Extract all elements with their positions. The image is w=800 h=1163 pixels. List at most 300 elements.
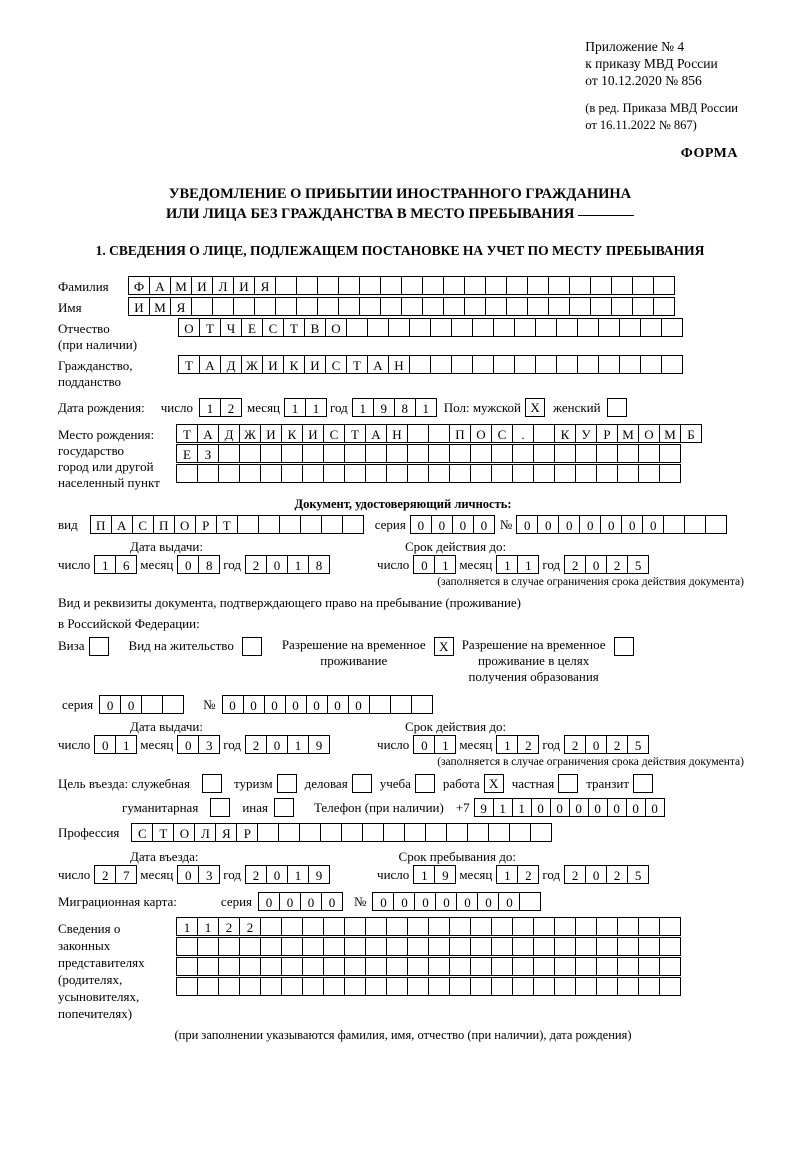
form-cell[interactable] bbox=[258, 515, 280, 534]
form-cell[interactable] bbox=[638, 977, 660, 996]
form-cell[interactable]: 6 bbox=[115, 555, 137, 574]
purpose-private-checkbox[interactable] bbox=[558, 774, 578, 793]
doc-valid-day-input[interactable] bbox=[413, 555, 455, 574]
form-cell[interactable] bbox=[535, 355, 557, 374]
form-cell[interactable]: 0 bbox=[516, 515, 538, 534]
doc-issue-year-input[interactable] bbox=[245, 555, 329, 574]
form-cell[interactable]: О bbox=[178, 318, 200, 337]
doc-issue-day-input[interactable] bbox=[94, 555, 136, 574]
form-cell[interactable]: И bbox=[260, 424, 282, 443]
form-cell[interactable]: С bbox=[262, 318, 284, 337]
doc-issue-month-input[interactable] bbox=[177, 555, 219, 574]
form-cell[interactable] bbox=[260, 917, 282, 936]
form-cell[interactable]: О bbox=[325, 318, 347, 337]
form-cell[interactable] bbox=[428, 464, 450, 483]
permit-issue-day-input[interactable] bbox=[94, 735, 136, 754]
migration-number-input[interactable] bbox=[372, 892, 540, 911]
form-cell[interactable] bbox=[554, 957, 576, 976]
form-cell[interactable] bbox=[281, 977, 303, 996]
form-cell[interactable]: 5 bbox=[627, 555, 649, 574]
form-cell[interactable]: 0 bbox=[264, 695, 286, 714]
form-cell[interactable]: Я bbox=[170, 297, 192, 316]
form-cell[interactable] bbox=[617, 957, 639, 976]
form-cell[interactable]: 0 bbox=[477, 892, 499, 911]
form-cell[interactable] bbox=[191, 297, 213, 316]
form-cell[interactable]: 0 bbox=[414, 892, 436, 911]
birthplace-row1-input[interactable] bbox=[176, 424, 701, 443]
form-cell[interactable] bbox=[470, 444, 492, 463]
form-cell[interactable]: Т bbox=[346, 355, 368, 374]
form-cell[interactable]: 0 bbox=[600, 515, 622, 534]
doc-series-input[interactable] bbox=[410, 515, 494, 534]
purpose-service-checkbox[interactable] bbox=[202, 774, 222, 793]
form-cell[interactable] bbox=[548, 297, 570, 316]
form-cell[interactable]: 0 bbox=[473, 515, 495, 534]
form-cell[interactable]: 2 bbox=[220, 398, 242, 417]
form-cell[interactable] bbox=[470, 977, 492, 996]
form-cell[interactable] bbox=[212, 297, 234, 316]
form-cell[interactable] bbox=[640, 355, 662, 374]
form-cell[interactable] bbox=[407, 464, 429, 483]
form-cell[interactable] bbox=[556, 318, 578, 337]
form-cell[interactable] bbox=[302, 937, 324, 956]
form-cell[interactable] bbox=[346, 318, 368, 337]
form-cell[interactable]: 1 bbox=[496, 865, 518, 884]
form-cell[interactable]: 0 bbox=[99, 695, 121, 714]
form-cell[interactable] bbox=[533, 957, 555, 976]
form-cell[interactable] bbox=[617, 444, 639, 463]
form-cell[interactable]: 9 bbox=[308, 735, 330, 754]
form-cell[interactable] bbox=[323, 937, 345, 956]
form-cell[interactable] bbox=[638, 464, 660, 483]
form-cell[interactable] bbox=[575, 917, 597, 936]
form-cell[interactable] bbox=[493, 355, 515, 374]
form-cell[interactable]: 1 bbox=[493, 798, 513, 817]
form-cell[interactable]: 8 bbox=[394, 398, 416, 417]
form-cell[interactable]: У bbox=[575, 424, 597, 443]
form-cell[interactable] bbox=[493, 318, 515, 337]
form-cell[interactable]: 9 bbox=[434, 865, 456, 884]
visa-checkbox[interactable] bbox=[89, 637, 109, 656]
form-cell[interactable] bbox=[401, 297, 423, 316]
form-cell[interactable]: 1 bbox=[415, 398, 437, 417]
form-cell[interactable]: 0 bbox=[588, 798, 608, 817]
form-cell[interactable] bbox=[386, 464, 408, 483]
form-cell[interactable] bbox=[575, 464, 597, 483]
form-cell[interactable]: О bbox=[174, 515, 196, 534]
form-cell[interactable]: 1 bbox=[434, 735, 456, 754]
form-cell[interactable]: И bbox=[128, 297, 150, 316]
form-cell[interactable]: 1 bbox=[284, 398, 306, 417]
form-cell[interactable]: С bbox=[131, 823, 153, 842]
form-cell[interactable]: М bbox=[617, 424, 639, 443]
form-cell[interactable] bbox=[260, 957, 282, 976]
form-cell[interactable] bbox=[533, 424, 555, 443]
form-cell[interactable]: О bbox=[173, 823, 195, 842]
form-cell[interactable] bbox=[407, 977, 429, 996]
form-cell[interactable] bbox=[323, 917, 345, 936]
form-cell[interactable] bbox=[470, 917, 492, 936]
form-cell[interactable] bbox=[369, 695, 391, 714]
form-cell[interactable]: 0 bbox=[410, 515, 432, 534]
birthplace-row3-input[interactable] bbox=[176, 464, 701, 483]
permit-number-input[interactable] bbox=[222, 695, 432, 714]
form-cell[interactable]: 1 bbox=[287, 735, 309, 754]
form-cell[interactable]: Я bbox=[215, 823, 237, 842]
form-cell[interactable] bbox=[323, 464, 345, 483]
form-cell[interactable] bbox=[281, 917, 303, 936]
form-cell[interactable] bbox=[596, 957, 618, 976]
form-cell[interactable] bbox=[428, 444, 450, 463]
form-cell[interactable] bbox=[467, 823, 489, 842]
form-cell[interactable] bbox=[470, 957, 492, 976]
citizenship-input[interactable] bbox=[178, 355, 682, 374]
form-cell[interactable] bbox=[449, 464, 471, 483]
form-cell[interactable]: 1 bbox=[287, 555, 309, 574]
form-cell[interactable] bbox=[302, 977, 324, 996]
form-cell[interactable]: Д bbox=[220, 355, 242, 374]
form-cell[interactable]: 0 bbox=[498, 892, 520, 911]
form-cell[interactable] bbox=[428, 977, 450, 996]
form-cell[interactable]: Б bbox=[680, 424, 702, 443]
form-cell[interactable] bbox=[530, 823, 552, 842]
form-cell[interactable]: 3 bbox=[198, 735, 220, 754]
purpose-business-checkbox[interactable] bbox=[352, 774, 372, 793]
form-cell[interactable]: 2 bbox=[218, 917, 240, 936]
entry-year-input[interactable] bbox=[245, 865, 329, 884]
form-cell[interactable]: . bbox=[512, 424, 534, 443]
form-cell[interactable] bbox=[577, 318, 599, 337]
form-cell[interactable] bbox=[281, 444, 303, 463]
form-cell[interactable] bbox=[302, 957, 324, 976]
form-cell[interactable] bbox=[365, 464, 387, 483]
form-cell[interactable] bbox=[323, 977, 345, 996]
form-cell[interactable] bbox=[239, 464, 261, 483]
form-cell[interactable]: 0 bbox=[569, 798, 589, 817]
form-cell[interactable]: 8 bbox=[198, 555, 220, 574]
form-cell[interactable] bbox=[401, 276, 423, 295]
form-cell[interactable]: Р bbox=[596, 424, 618, 443]
form-cell[interactable] bbox=[162, 695, 184, 714]
form-cell[interactable]: А bbox=[365, 424, 387, 443]
form-cell[interactable] bbox=[661, 355, 683, 374]
form-cell[interactable] bbox=[338, 276, 360, 295]
form-cell[interactable] bbox=[577, 355, 599, 374]
form-cell[interactable] bbox=[485, 276, 507, 295]
form-cell[interactable] bbox=[428, 937, 450, 956]
form-cell[interactable] bbox=[407, 957, 429, 976]
form-cell[interactable]: 2 bbox=[245, 865, 267, 884]
edu-residence-checkbox[interactable] bbox=[614, 637, 634, 656]
form-cell[interactable]: 0 bbox=[579, 515, 601, 534]
form-cell[interactable] bbox=[344, 917, 366, 936]
form-cell[interactable] bbox=[611, 297, 633, 316]
migration-series-input[interactable] bbox=[258, 892, 342, 911]
form-cell[interactable]: Т bbox=[199, 318, 221, 337]
form-cell[interactable]: Д bbox=[218, 424, 240, 443]
form-cell[interactable]: 0 bbox=[279, 892, 301, 911]
form-cell[interactable] bbox=[617, 917, 639, 936]
form-cell[interactable] bbox=[527, 276, 549, 295]
form-cell[interactable]: 1 bbox=[413, 865, 435, 884]
form-cell[interactable] bbox=[659, 917, 681, 936]
form-cell[interactable] bbox=[281, 937, 303, 956]
form-cell[interactable]: 3 bbox=[198, 865, 220, 884]
form-cell[interactable] bbox=[491, 917, 513, 936]
purpose-transit-checkbox[interactable] bbox=[633, 774, 653, 793]
form-cell[interactable] bbox=[533, 464, 555, 483]
form-cell[interactable] bbox=[472, 355, 494, 374]
form-cell[interactable] bbox=[617, 464, 639, 483]
form-cell[interactable]: Ч bbox=[220, 318, 242, 337]
form-cell[interactable]: 0 bbox=[266, 555, 288, 574]
form-cell[interactable] bbox=[533, 917, 555, 936]
form-cell[interactable]: 1 bbox=[517, 555, 539, 574]
form-cell[interactable] bbox=[302, 917, 324, 936]
form-cell[interactable]: С bbox=[491, 424, 513, 443]
form-cell[interactable] bbox=[569, 276, 591, 295]
form-cell[interactable]: 0 bbox=[300, 892, 322, 911]
form-cell[interactable] bbox=[491, 957, 513, 976]
form-cell[interactable] bbox=[338, 297, 360, 316]
form-cell[interactable] bbox=[554, 937, 576, 956]
form-cell[interactable] bbox=[684, 515, 706, 534]
permit-valid-month-input[interactable] bbox=[496, 735, 538, 754]
form-cell[interactable] bbox=[449, 937, 471, 956]
form-cell[interactable] bbox=[299, 823, 321, 842]
form-cell[interactable]: П bbox=[449, 424, 471, 443]
form-cell[interactable] bbox=[556, 355, 578, 374]
form-cell[interactable] bbox=[176, 937, 198, 956]
form-cell[interactable] bbox=[638, 937, 660, 956]
form-cell[interactable] bbox=[533, 937, 555, 956]
form-cell[interactable] bbox=[275, 297, 297, 316]
form-cell[interactable]: 9 bbox=[373, 398, 395, 417]
legal-rep-row1-input[interactable] bbox=[176, 917, 680, 936]
phone-input[interactable] bbox=[474, 798, 664, 817]
form-cell[interactable]: 0 bbox=[456, 892, 478, 911]
entry-day-input[interactable] bbox=[94, 865, 136, 884]
form-cell[interactable] bbox=[705, 515, 727, 534]
form-cell[interactable] bbox=[344, 957, 366, 976]
form-cell[interactable] bbox=[491, 937, 513, 956]
form-cell[interactable]: 2 bbox=[239, 917, 261, 936]
form-cell[interactable] bbox=[449, 444, 471, 463]
form-cell[interactable] bbox=[491, 444, 513, 463]
form-cell[interactable] bbox=[275, 276, 297, 295]
permit-issue-year-input[interactable] bbox=[245, 735, 329, 754]
form-cell[interactable] bbox=[464, 276, 486, 295]
form-cell[interactable]: К bbox=[281, 424, 303, 443]
form-cell[interactable] bbox=[554, 464, 576, 483]
form-cell[interactable]: Е bbox=[176, 444, 198, 463]
form-cell[interactable]: 1 bbox=[512, 798, 532, 817]
form-cell[interactable] bbox=[233, 297, 255, 316]
form-cell[interactable] bbox=[341, 823, 363, 842]
form-cell[interactable]: 1 bbox=[352, 398, 374, 417]
entry-month-input[interactable] bbox=[177, 865, 219, 884]
form-cell[interactable] bbox=[598, 355, 620, 374]
form-cell[interactable]: 0 bbox=[431, 515, 453, 534]
form-cell[interactable]: Р bbox=[195, 515, 217, 534]
form-cell[interactable]: П bbox=[90, 515, 112, 534]
name-input[interactable] bbox=[128, 297, 674, 316]
form-cell[interactable] bbox=[317, 297, 339, 316]
form-cell[interactable] bbox=[617, 977, 639, 996]
form-cell[interactable]: 0 bbox=[266, 865, 288, 884]
form-cell[interactable] bbox=[632, 276, 654, 295]
form-cell[interactable]: М bbox=[659, 424, 681, 443]
form-cell[interactable] bbox=[296, 297, 318, 316]
form-cell[interactable] bbox=[344, 937, 366, 956]
form-cell[interactable]: К bbox=[554, 424, 576, 443]
form-cell[interactable]: Л bbox=[194, 823, 216, 842]
form-cell[interactable] bbox=[596, 464, 618, 483]
doc-valid-year-input[interactable] bbox=[564, 555, 648, 574]
form-cell[interactable] bbox=[491, 977, 513, 996]
form-cell[interactable]: 0 bbox=[372, 892, 394, 911]
form-cell[interactable] bbox=[367, 318, 389, 337]
form-cell[interactable]: 9 bbox=[474, 798, 494, 817]
form-cell[interactable]: 0 bbox=[585, 865, 607, 884]
form-cell[interactable] bbox=[386, 444, 408, 463]
permit-series-input[interactable] bbox=[99, 695, 183, 714]
birth-day-input[interactable] bbox=[199, 398, 241, 417]
form-cell[interactable]: 0 bbox=[327, 695, 349, 714]
form-cell[interactable]: А bbox=[149, 276, 171, 295]
form-cell[interactable] bbox=[659, 977, 681, 996]
stay-day-input[interactable] bbox=[413, 865, 455, 884]
form-cell[interactable] bbox=[409, 318, 431, 337]
form-cell[interactable] bbox=[407, 424, 429, 443]
form-cell[interactable] bbox=[659, 464, 681, 483]
form-cell[interactable]: 1 bbox=[115, 735, 137, 754]
form-cell[interactable] bbox=[638, 444, 660, 463]
surname-input[interactable] bbox=[128, 276, 674, 295]
form-cell[interactable] bbox=[281, 957, 303, 976]
form-cell[interactable]: 7 bbox=[115, 865, 137, 884]
form-cell[interactable]: 1 bbox=[496, 555, 518, 574]
form-cell[interactable] bbox=[359, 297, 381, 316]
form-cell[interactable]: 0 bbox=[585, 555, 607, 574]
form-cell[interactable] bbox=[488, 823, 510, 842]
form-cell[interactable] bbox=[596, 937, 618, 956]
form-cell[interactable]: 0 bbox=[348, 695, 370, 714]
legal-rep-row2-input[interactable] bbox=[176, 937, 680, 956]
form-cell[interactable] bbox=[302, 444, 324, 463]
form-cell[interactable]: 0 bbox=[222, 695, 244, 714]
form-cell[interactable] bbox=[590, 297, 612, 316]
form-cell[interactable] bbox=[598, 318, 620, 337]
form-cell[interactable] bbox=[659, 957, 681, 976]
form-cell[interactable] bbox=[365, 917, 387, 936]
form-cell[interactable] bbox=[491, 464, 513, 483]
form-cell[interactable]: С bbox=[132, 515, 154, 534]
form-cell[interactable]: 1 bbox=[434, 555, 456, 574]
form-cell[interactable] bbox=[422, 276, 444, 295]
form-cell[interactable]: А bbox=[111, 515, 133, 534]
form-cell[interactable] bbox=[554, 917, 576, 936]
form-cell[interactable] bbox=[176, 464, 198, 483]
form-cell[interactable]: Ф bbox=[128, 276, 150, 295]
form-cell[interactable]: 0 bbox=[306, 695, 328, 714]
form-cell[interactable] bbox=[659, 444, 681, 463]
form-cell[interactable] bbox=[485, 297, 507, 316]
form-cell[interactable] bbox=[443, 297, 465, 316]
form-cell[interactable] bbox=[596, 444, 618, 463]
form-cell[interactable] bbox=[470, 937, 492, 956]
form-cell[interactable]: 0 bbox=[177, 555, 199, 574]
form-cell[interactable] bbox=[575, 977, 597, 996]
form-cell[interactable] bbox=[320, 823, 342, 842]
form-cell[interactable] bbox=[659, 937, 681, 956]
purpose-tourism-checkbox[interactable] bbox=[277, 774, 297, 793]
form-cell[interactable] bbox=[197, 464, 219, 483]
form-cell[interactable] bbox=[596, 977, 618, 996]
form-cell[interactable]: 0 bbox=[626, 798, 646, 817]
form-cell[interactable]: 0 bbox=[452, 515, 474, 534]
form-cell[interactable] bbox=[472, 318, 494, 337]
form-cell[interactable] bbox=[428, 424, 450, 443]
form-cell[interactable] bbox=[365, 444, 387, 463]
form-cell[interactable]: 2 bbox=[94, 865, 116, 884]
form-cell[interactable] bbox=[237, 515, 259, 534]
form-cell[interactable]: Л bbox=[212, 276, 234, 295]
form-cell[interactable] bbox=[260, 937, 282, 956]
form-cell[interactable]: 0 bbox=[258, 892, 280, 911]
form-cell[interactable]: 0 bbox=[285, 695, 307, 714]
form-cell[interactable] bbox=[260, 977, 282, 996]
form-cell[interactable] bbox=[218, 977, 240, 996]
form-cell[interactable]: И bbox=[304, 355, 326, 374]
form-cell[interactable]: Е bbox=[241, 318, 263, 337]
form-cell[interactable] bbox=[533, 977, 555, 996]
form-cell[interactable] bbox=[342, 515, 364, 534]
form-cell[interactable] bbox=[428, 917, 450, 936]
form-cell[interactable] bbox=[535, 318, 557, 337]
form-cell[interactable]: 0 bbox=[177, 735, 199, 754]
form-cell[interactable] bbox=[519, 892, 541, 911]
form-cell[interactable]: 5 bbox=[627, 865, 649, 884]
form-cell[interactable]: О bbox=[638, 424, 660, 443]
form-cell[interactable]: С bbox=[323, 424, 345, 443]
form-cell[interactable] bbox=[239, 977, 261, 996]
form-cell[interactable] bbox=[640, 318, 662, 337]
form-cell[interactable] bbox=[653, 297, 675, 316]
temp-residence-checkbox[interactable]: X bbox=[434, 637, 454, 656]
form-cell[interactable] bbox=[344, 464, 366, 483]
form-cell[interactable] bbox=[296, 276, 318, 295]
form-cell[interactable] bbox=[619, 318, 641, 337]
form-cell[interactable] bbox=[449, 917, 471, 936]
form-cell[interactable] bbox=[514, 355, 536, 374]
form-cell[interactable] bbox=[239, 444, 261, 463]
form-cell[interactable]: 0 bbox=[558, 515, 580, 534]
form-cell[interactable] bbox=[278, 823, 300, 842]
birthplace-row2-input[interactable] bbox=[176, 444, 701, 463]
form-cell[interactable]: М bbox=[170, 276, 192, 295]
form-cell[interactable] bbox=[470, 464, 492, 483]
sex-female-checkbox[interactable] bbox=[607, 398, 627, 417]
form-cell[interactable] bbox=[302, 464, 324, 483]
form-cell[interactable]: 1 bbox=[197, 917, 219, 936]
form-cell[interactable]: 2 bbox=[606, 555, 628, 574]
form-cell[interactable] bbox=[279, 515, 301, 534]
form-cell[interactable] bbox=[653, 276, 675, 295]
legal-rep-row3-input[interactable] bbox=[176, 957, 680, 976]
form-cell[interactable] bbox=[514, 318, 536, 337]
form-cell[interactable] bbox=[632, 297, 654, 316]
